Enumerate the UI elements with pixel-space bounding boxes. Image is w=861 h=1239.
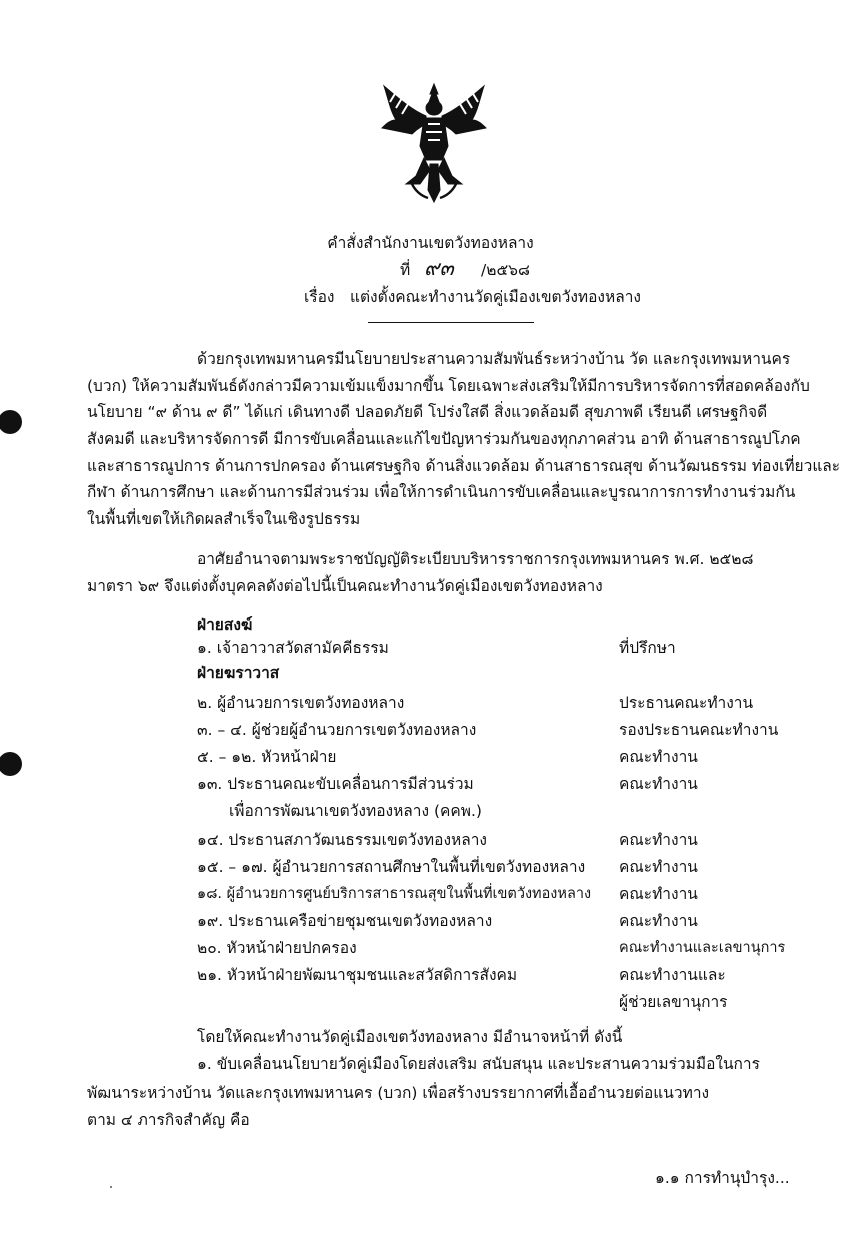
member-name: ๑๔. ประธานสภาวัฒนธรรมเขตวังทองหลาง xyxy=(197,831,487,849)
order-number: ๙๓ xyxy=(424,256,454,280)
subject-text: แต่งตั้งคณะทำงานวัดคู่เมืองเขตวังทองหลาง xyxy=(350,288,641,306)
member-role: คณะทำงาน xyxy=(619,858,698,876)
member-role: คณะทำงานและเลขานุการ xyxy=(619,940,786,956)
member-role: คณะทำงาน xyxy=(619,775,698,793)
continuation-text: ๑.๑ การทำนุบำรุง... xyxy=(655,1169,790,1187)
order-number-label: ที่ xyxy=(400,261,411,279)
intro-line: สังคมดี และบริหารจัดการดี มีการขับเคลื่อนและแก้ไขปัญหาร่วมกันของทุกภาคส่วน อาทิ ด้านสาธารณูปโภค xyxy=(87,430,801,448)
intro-line: (บวก) ให้ความสัมพันธ์ดังกล่าวมีความเข้มแข็งมากขึ้น โดยเฉพาะส่งเสริมให้มีการบริหารจัดการที่สอดคล้องกับ xyxy=(87,377,810,395)
garuda-emblem-icon xyxy=(376,80,492,208)
member-name: ๒. ผู้อำนวยการเขตวังทองหลาง xyxy=(197,694,405,712)
member-role: รองประธานคณะทำงาน xyxy=(619,721,779,739)
member-role-continued: ผู้ช่วยเลขานุการ xyxy=(619,993,728,1011)
intro-line: และสาธารณูปการ ด้านการปกครอง ด้านเศรษฐกิจ ด้านสิ่งแวดล้อม ด้านสาธารณสุข ด้านวัฒนธรรม ท่องเที่ยวและ xyxy=(87,457,841,475)
punch-hole-icon xyxy=(0,410,22,434)
member-role: คณะทำงาน xyxy=(619,885,698,903)
duties-intro: โดยให้คณะทำงานวัดคู่เมืองเขตวังทองหลาง มีอำนาจหน้าที่ ดังนี้ xyxy=(197,1028,623,1046)
intro-line: กีฬา ด้านการศึกษา และด้านการมีส่วนร่วม เพื่อให้การดำเนินการขับเคลื่อนและบูรณาการการทำงานร่วมกัน xyxy=(87,483,796,501)
member-name-continued: เพื่อการพัฒนาเขตวังทองหลาง (คคพ.) xyxy=(229,802,482,820)
intro-line: นโยบาย “๙ ด้าน ๙ ดี” ได้แก่ เดินทางดี ปลอดภัยดี โปร่งใสดี สิ่งแวดล้อมดี สุขภาพดี เรียนดี เศรษฐกิจดี xyxy=(87,403,768,421)
punch-hole-icon xyxy=(0,752,22,776)
member-name: ๑๙. ประธานเครือข่ายชุมชนเขตวังทองหลาง xyxy=(197,912,493,930)
order-title: คำสั่งสำนักงานเขตวังทองหลาง xyxy=(327,234,534,252)
duty-line: ตาม ๔ ภารกิจสำคัญ คือ xyxy=(87,1111,250,1129)
member-role: คณะทำงาน xyxy=(619,748,698,766)
member-name: ๕. – ๑๒. หัวหน้าฝ่าย xyxy=(197,748,337,766)
member-name: ๒๑. หัวหน้าฝ่ายพัฒนาชุมชนและสวัสดิการสังคม xyxy=(197,966,518,984)
duty-line: ๑. ขับเคลื่อนนโยบายวัดคู่เมืองโดยส่งเสริม สนับสนุน และประสานความร่วมมือในการ xyxy=(197,1055,760,1073)
order-year: /๒๕๖๘ xyxy=(481,261,530,279)
duty-line: พัฒนาระหว่างบ้าน วัดและกรุงเทพมหานคร (บวก) เพื่อสร้างบรรยากาศที่เอื้ออำนวยต่อแนวทาง xyxy=(87,1084,710,1102)
member-name: ๑. เจ้าอาวาสวัดสามัคคีธรรม xyxy=(197,639,389,657)
group-lay-heading: ฝ่ายฆราวาส xyxy=(197,664,280,682)
subject-label: เรื่อง xyxy=(304,288,335,306)
intro-line: ด้วยกรุงเทพมหานครมีนโยบายประสานความสัมพันธ์ระหว่างบ้าน วัด และกรุงเทพมหานคร xyxy=(197,350,791,368)
member-name: ๑๕. – ๑๗. ผู้อำนวยการสถานศึกษาในพื้นที่เขตวังทองหลาง xyxy=(197,858,586,876)
group-monk-heading: ฝ่ายสงฆ์ xyxy=(197,616,253,634)
member-name: ๓. – ๔. ผู้ช่วยผู้อำนวยการเขตวังทองหลาง xyxy=(197,721,477,739)
member-role: คณะทำงาน xyxy=(619,912,698,930)
authority-line: อาศัยอำนาจตามพระราชบัญญัติระเบียบบริหารราชการกรุงเทพมหานคร พ.ศ. ๒๕๒๘ xyxy=(197,550,754,568)
authority-line: มาตรา ๖๙ จึงแต่งตั้งบุคคลดังต่อไปนี้เป็นคณะทำงานวัดคู่เมืองเขตวังทองหลาง xyxy=(87,577,603,595)
header-divider xyxy=(368,322,534,323)
member-name: ๑๘. ผู้อำนวยการศูนย์บริการสาธารณสุขในพื้นที่เขตวังทองหลาง xyxy=(197,886,592,902)
member-role: ที่ปรึกษา xyxy=(619,639,676,657)
member-name: ๒๐. หัวหน้าฝ่ายปกครอง xyxy=(197,939,357,957)
member-role: คณะทำงาน xyxy=(619,831,698,849)
scan-speck xyxy=(110,1186,112,1188)
member-role: คณะทำงานและ xyxy=(619,966,726,984)
member-role: ประธานคณะทำงาน xyxy=(619,694,754,712)
member-name: ๑๓. ประธานคณะขับเคลื่อนการมีส่วนร่วม xyxy=(197,775,474,793)
intro-line: ในพื้นที่เขตให้เกิดผลสำเร็จในเชิงรูปธรรม xyxy=(87,510,361,528)
